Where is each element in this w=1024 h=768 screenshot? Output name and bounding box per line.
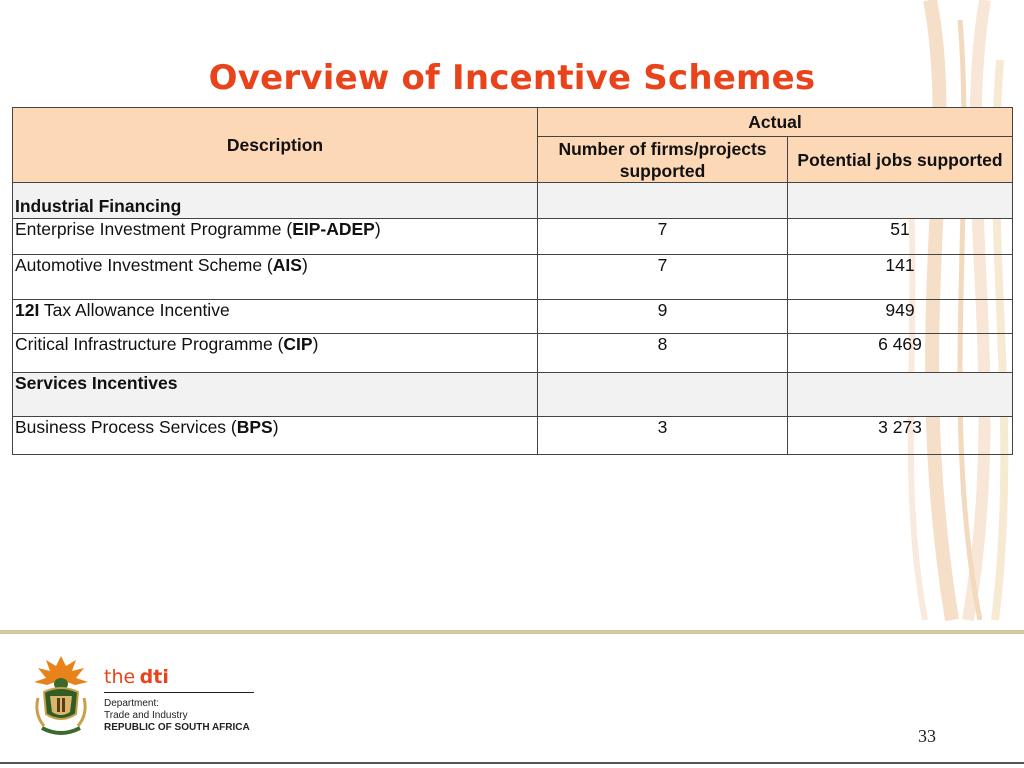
section-cell — [788, 183, 1013, 219]
table-row — [13, 255, 1013, 300]
table-row — [13, 417, 1013, 455]
row-jobs: 6 469 — [788, 334, 1013, 373]
header-firms: Number of firms/projects supported — [538, 137, 788, 183]
footer-divider — [0, 630, 1024, 634]
row-firms: 7 — [538, 255, 788, 300]
dti-department-text — [104, 698, 250, 734]
row-description: Automotive Investment Scheme (AIS) — [13, 255, 538, 300]
row-description: 12I Tax Allowance Incentive — [13, 300, 538, 334]
dti-line2: Trade and Industry — [104, 710, 188, 721]
row-jobs: 3 273 — [788, 417, 1013, 455]
page-title: Overview of Incentive Schemes — [208, 58, 816, 98]
section-cell — [788, 373, 1013, 417]
section-label: Industrial Financing — [13, 183, 538, 219]
row-firms: 7 — [538, 219, 788, 255]
section-cell — [538, 373, 788, 417]
dti-the: the — [104, 666, 136, 688]
header-actual: Actual — [538, 108, 1013, 137]
row-firms: 8 — [538, 334, 788, 373]
page-number: 33 — [918, 726, 936, 746]
coat-of-arms-icon — [30, 654, 92, 740]
row-description: Business Process Services (BPS) — [13, 417, 538, 455]
row-firms: 9 — [538, 300, 788, 334]
logo-divider — [104, 692, 254, 693]
dti-line1: Department: — [104, 698, 160, 709]
dti-line3: REPUBLIC OF SOUTH AFRICA — [104, 722, 250, 733]
table-row — [13, 219, 1013, 255]
section-cell — [538, 183, 788, 219]
row-firms: 3 — [538, 417, 788, 455]
row-jobs: 949 — [788, 300, 1013, 334]
dti-logo — [30, 652, 270, 747]
section-row — [13, 373, 1013, 417]
row-description: Critical Infrastructure Programme (CIP) — [13, 334, 538, 373]
row-jobs: 51 — [788, 219, 1013, 255]
row-description: Enterprise Investment Programme (EIP-ADEP) — [13, 219, 538, 255]
header-row — [13, 108, 1013, 137]
section-row — [13, 183, 1013, 219]
dti-dti: dti — [139, 666, 169, 688]
row-jobs: 141 — [788, 255, 1013, 300]
section-label: Services Incentives — [13, 373, 538, 417]
header-description: Description — [13, 108, 538, 183]
bottom-border — [0, 762, 1024, 764]
header-jobs: Potential jobs supported — [788, 137, 1013, 183]
table-row — [13, 334, 1013, 373]
dti-wordmark — [104, 666, 169, 688]
table-row — [13, 300, 1013, 334]
incentive-schemes-table — [12, 107, 1013, 455]
